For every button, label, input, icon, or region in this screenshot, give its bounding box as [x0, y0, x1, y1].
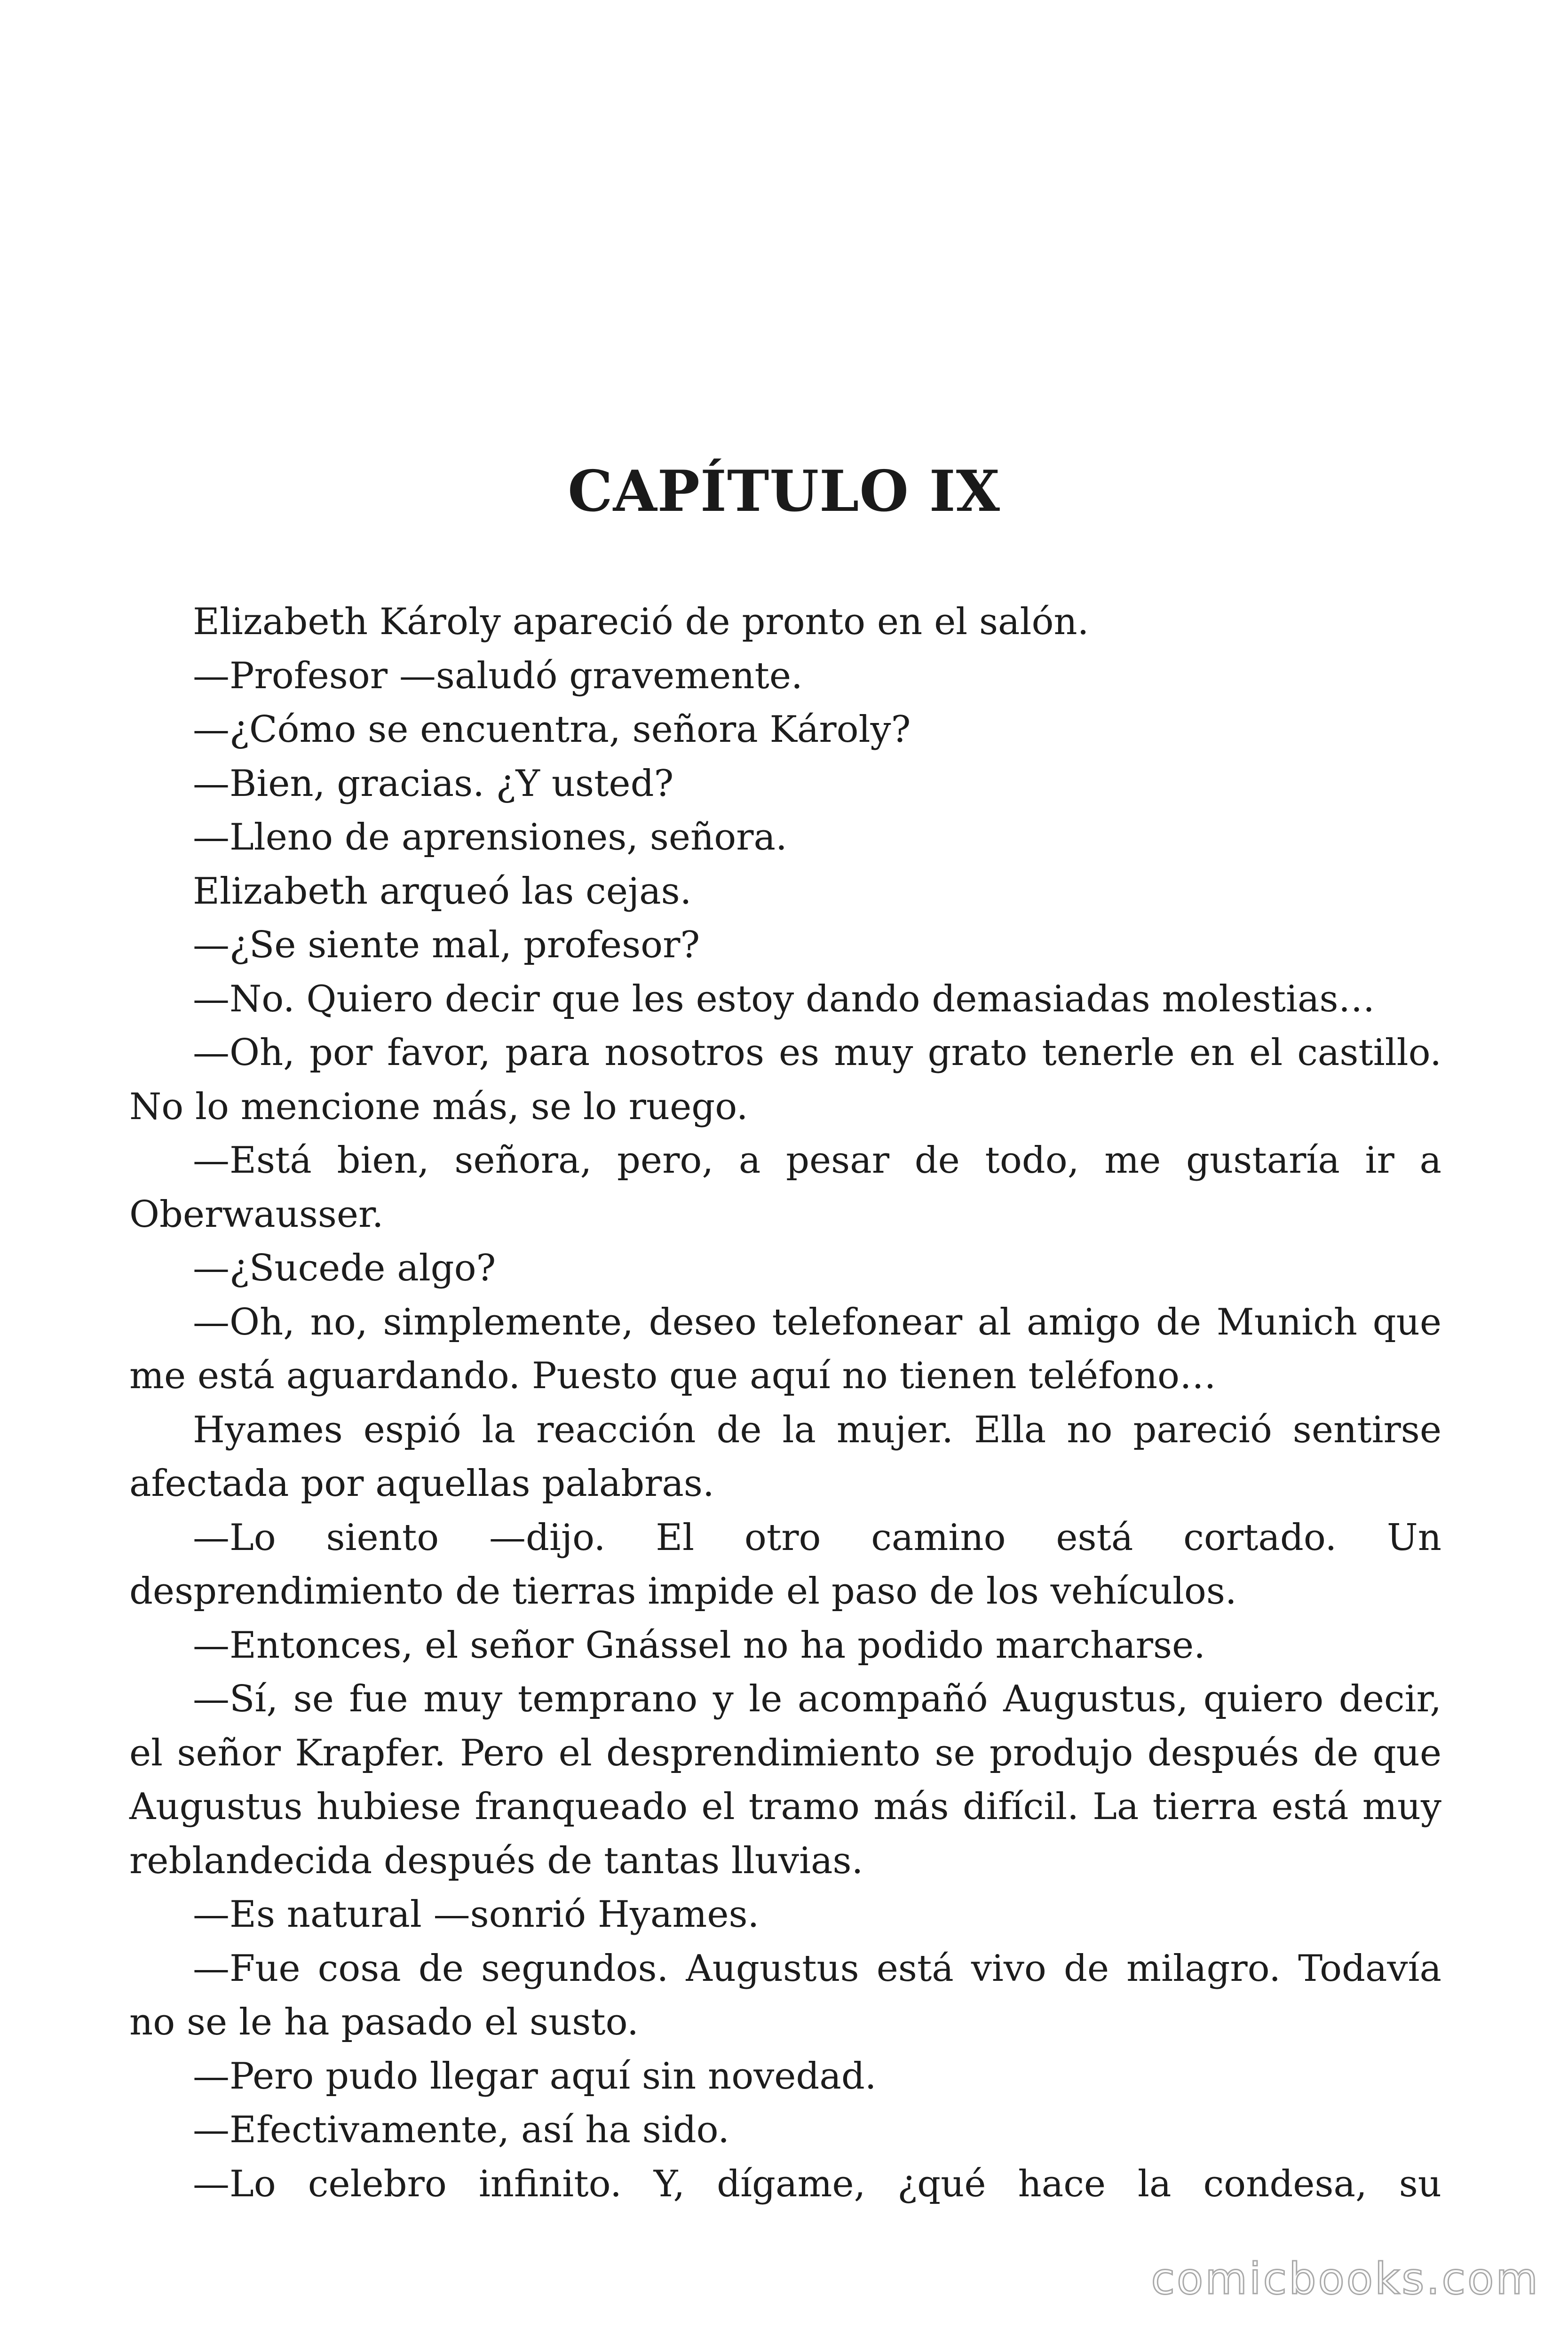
paragraph: —Profesor —saludó gravemente. — [193, 654, 803, 697]
paragraph: —Lo siento —dijo. El otro camino está cortado. Un desprendimiento de tierras impide el paso de los vehículos. — [129, 1516, 1441, 1613]
chapter-body — [129, 595, 1441, 2211]
paragraph: —Lo celebro infinito. Y, dígame, ¿qué hace la condesa, su — [193, 2162, 1441, 2205]
paragraph: —Oh, no, simplemente, deseo telefonear al amigo de Munich que me está aguardando. Puesto que aquí no tienen teléfono… — [129, 1301, 1441, 1397]
paragraph: —Bien, gracias. ¿Y usted? — [193, 762, 674, 805]
paragraph: —No. Quiero decir que les estoy dando demasiadas molestias… — [193, 977, 1375, 1020]
paragraph: —Sí, se fue muy temprano y le acompañó Augustus, quiero decir, el señor Krapfer. Pero el desprendimiento se produjo después de que Augustus hubiese franqueado el tramo más difícil. La tierra está muy reblandecida después de tantas lluvias. — [129, 1678, 1441, 1882]
paragraph: —Efectivamente, así ha sido. — [193, 2109, 730, 2151]
paragraph: Elizabeth Károly apareció de pronto en el salón. — [193, 601, 1089, 643]
paragraph: —Pero pudo llegar aquí sin novedad. — [193, 2055, 877, 2098]
paragraph: Elizabeth arqueó las cejas. — [193, 870, 692, 913]
paragraph: —Entonces, el señor Gnássel no ha podido marcharse. — [193, 1624, 1205, 1667]
watermark: comicbooks.com — [1151, 2254, 1540, 2304]
paragraph: —Lleno de aprensiones, señora. — [193, 816, 787, 858]
chapter-title: CAPÍTULO IX — [568, 458, 1000, 524]
paragraph: —¿Se siente mal, profesor? — [193, 924, 700, 966]
paragraph: —Está bien, señora, pero, a pesar de todo, me gustaría ir a Oberwausser. — [129, 1139, 1441, 1236]
paragraph: Hyames espió la reacción de la mujer. Ella no pareció sentirse afectada por aquellas palabras. — [129, 1408, 1441, 1505]
paragraph: —Oh, por favor, para nosotros es muy grato tenerle en el castillo. No lo mencione más, se lo ruego. — [129, 1032, 1441, 1128]
paragraph: —Es natural —sonrió Hyames. — [193, 1893, 760, 1936]
paragraph: —Fue cosa de segundos. Augustus está vivo de milagro. Todavía no se le ha pasado el susto. — [129, 1947, 1441, 2043]
paragraph: —¿Sucede algo? — [193, 1247, 496, 1289]
paragraph: —¿Cómo se encuentra, señora Károly? — [193, 708, 911, 751]
